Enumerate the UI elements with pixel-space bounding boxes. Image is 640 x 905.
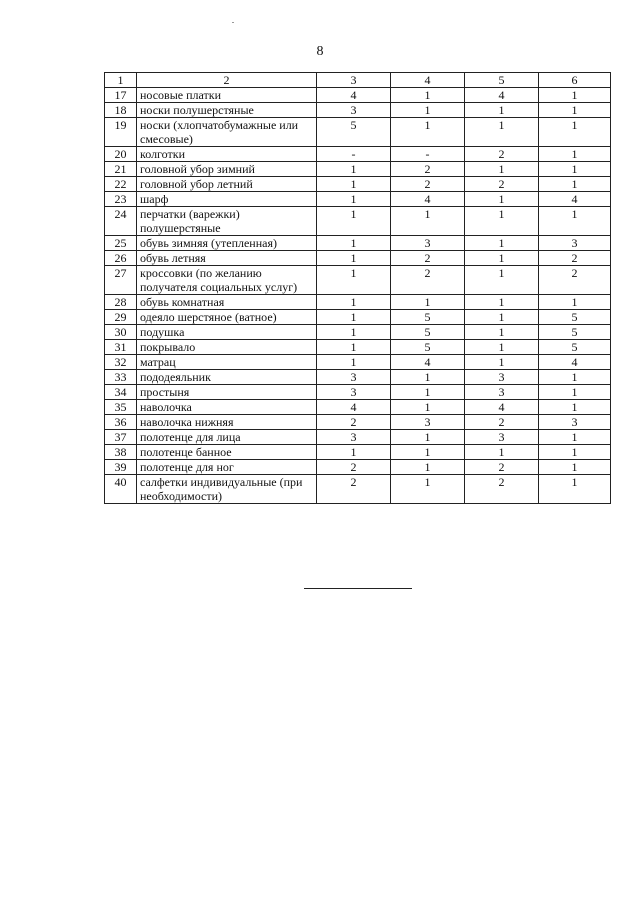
value-cell: -: [391, 147, 465, 162]
value-cell: 4: [317, 400, 391, 415]
value-cell: 1: [317, 207, 391, 236]
value-cell: 1: [465, 103, 539, 118]
header-cell: 2: [137, 73, 317, 88]
value-cell: 1: [391, 460, 465, 475]
row-number-cell: 26: [105, 251, 137, 266]
table-row: [105, 415, 611, 430]
value-cell: 2: [391, 162, 465, 177]
table-row: [105, 118, 611, 147]
row-number-cell: 28: [105, 295, 137, 310]
value-cell: 1: [317, 192, 391, 207]
value-cell: 5: [391, 340, 465, 355]
row-number-cell: 17: [105, 88, 137, 103]
value-cell: 5: [539, 340, 611, 355]
value-cell: 2: [317, 475, 391, 504]
value-cell: 1: [465, 266, 539, 295]
item-name-cell: полотенце банное: [137, 445, 317, 460]
value-cell: 1: [317, 177, 391, 192]
value-cell: 5: [539, 325, 611, 340]
value-cell: 2: [317, 460, 391, 475]
value-cell: 1: [317, 162, 391, 177]
row-number-cell: 24: [105, 207, 137, 236]
value-cell: 2: [391, 251, 465, 266]
row-number-cell: 37: [105, 430, 137, 445]
header-cell: 5: [465, 73, 539, 88]
row-number-cell: 31: [105, 340, 137, 355]
value-cell: 1: [465, 251, 539, 266]
value-cell: 5: [391, 310, 465, 325]
value-cell: 1: [465, 355, 539, 370]
value-cell: 1: [317, 445, 391, 460]
value-cell: 2: [391, 266, 465, 295]
item-name-cell: носки полушерстяные: [137, 103, 317, 118]
value-cell: 1: [539, 460, 611, 475]
row-number-cell: 39: [105, 460, 137, 475]
value-cell: 1: [465, 325, 539, 340]
value-cell: 3: [317, 385, 391, 400]
value-cell: 1: [465, 162, 539, 177]
value-cell: 4: [465, 88, 539, 103]
value-cell: 5: [539, 310, 611, 325]
table-row: [105, 325, 611, 340]
row-number-cell: 23: [105, 192, 137, 207]
table-row: [105, 207, 611, 236]
norms-table: [104, 72, 611, 504]
value-cell: 4: [391, 192, 465, 207]
table-row: [105, 400, 611, 415]
table-row: [105, 162, 611, 177]
end-of-document-line: [304, 588, 412, 589]
item-name-cell: полотенце для ног: [137, 460, 317, 475]
value-cell: 2: [539, 266, 611, 295]
value-cell: 1: [539, 147, 611, 162]
value-cell: 4: [317, 88, 391, 103]
table-row: [105, 147, 611, 162]
table-row: [105, 460, 611, 475]
value-cell: 1: [539, 475, 611, 504]
value-cell: 1: [539, 445, 611, 460]
norms-table-container: [104, 72, 610, 504]
row-number-cell: 25: [105, 236, 137, 251]
row-number-cell: 40: [105, 475, 137, 504]
row-number-cell: 34: [105, 385, 137, 400]
value-cell: 1: [539, 385, 611, 400]
value-cell: 1: [539, 400, 611, 415]
value-cell: 2: [539, 251, 611, 266]
value-cell: 3: [465, 385, 539, 400]
value-cell: 1: [317, 236, 391, 251]
value-cell: 1: [465, 295, 539, 310]
item-name-cell: наволочка нижняя: [137, 415, 317, 430]
item-name-cell: обувь летняя: [137, 251, 317, 266]
row-number-cell: 29: [105, 310, 137, 325]
row-number-cell: 35: [105, 400, 137, 415]
value-cell: 1: [391, 445, 465, 460]
value-cell: 1: [391, 385, 465, 400]
item-name-cell: одеяло шерстяное (ватное): [137, 310, 317, 325]
value-cell: 1: [539, 370, 611, 385]
header-cell: 3: [317, 73, 391, 88]
value-cell: -: [317, 147, 391, 162]
value-cell: 3: [391, 415, 465, 430]
value-cell: 1: [317, 325, 391, 340]
item-name-cell: подушка: [137, 325, 317, 340]
value-cell: 2: [465, 475, 539, 504]
value-cell: 5: [317, 118, 391, 147]
value-cell: 1: [391, 370, 465, 385]
value-cell: 1: [465, 118, 539, 147]
header-cell: 6: [539, 73, 611, 88]
value-cell: 1: [317, 295, 391, 310]
value-cell: 1: [317, 266, 391, 295]
header-cell: 4: [391, 73, 465, 88]
value-cell: 2: [465, 147, 539, 162]
value-cell: 1: [317, 310, 391, 325]
value-cell: 5: [391, 325, 465, 340]
value-cell: 1: [539, 103, 611, 118]
value-cell: 3: [539, 236, 611, 251]
value-cell: 4: [465, 400, 539, 415]
row-number-cell: 38: [105, 445, 137, 460]
value-cell: 3: [317, 103, 391, 118]
value-cell: 2: [465, 460, 539, 475]
value-cell: 1: [465, 445, 539, 460]
value-cell: 1: [391, 88, 465, 103]
value-cell: 1: [465, 236, 539, 251]
table-row: [105, 430, 611, 445]
row-number-cell: 33: [105, 370, 137, 385]
value-cell: 1: [465, 207, 539, 236]
table-row: [105, 251, 611, 266]
value-cell: 3: [465, 430, 539, 445]
table-row: [105, 475, 611, 504]
norms-table-body: [105, 73, 611, 504]
item-name-cell: салфетки индивидуальные (при необходимости): [137, 475, 317, 504]
table-row: [105, 355, 611, 370]
item-name-cell: перчатки (варежки) полушерстяные: [137, 207, 317, 236]
value-cell: 1: [465, 310, 539, 325]
value-cell: 1: [465, 340, 539, 355]
value-cell: 2: [465, 415, 539, 430]
row-number-cell: 18: [105, 103, 137, 118]
item-name-cell: матрац: [137, 355, 317, 370]
value-cell: 1: [391, 400, 465, 415]
value-cell: 3: [317, 370, 391, 385]
value-cell: 1: [391, 430, 465, 445]
table-row: [105, 192, 611, 207]
table-row: [105, 266, 611, 295]
row-number-cell: 27: [105, 266, 137, 295]
table-row: [105, 103, 611, 118]
value-cell: 1: [317, 340, 391, 355]
value-cell: 3: [391, 236, 465, 251]
page-number: 8: [316, 44, 324, 59]
value-cell: 1: [539, 118, 611, 147]
table-row: [105, 385, 611, 400]
table-row: [105, 340, 611, 355]
table-row: [105, 370, 611, 385]
value-cell: 1: [539, 88, 611, 103]
value-cell: 1: [539, 162, 611, 177]
value-cell: 4: [539, 355, 611, 370]
row-number-cell: 30: [105, 325, 137, 340]
value-cell: 1: [391, 103, 465, 118]
item-name-cell: головной убор летний: [137, 177, 317, 192]
value-cell: 3: [539, 415, 611, 430]
value-cell: 3: [465, 370, 539, 385]
value-cell: 2: [465, 177, 539, 192]
row-number-cell: 36: [105, 415, 137, 430]
value-cell: 4: [391, 355, 465, 370]
table-header-row: [105, 73, 611, 88]
item-name-cell: головной убор зимний: [137, 162, 317, 177]
value-cell: 1: [391, 475, 465, 504]
row-number-cell: 20: [105, 147, 137, 162]
value-cell: 1: [539, 295, 611, 310]
item-name-cell: покрывало: [137, 340, 317, 355]
value-cell: 3: [317, 430, 391, 445]
item-name-cell: кроссовки (по желанию получателя социальных услуг): [137, 266, 317, 295]
row-number-cell: 32: [105, 355, 137, 370]
table-row: [105, 88, 611, 103]
item-name-cell: простыня: [137, 385, 317, 400]
value-cell: 1: [539, 430, 611, 445]
item-name-cell: колготки: [137, 147, 317, 162]
header-cell: 1: [105, 73, 137, 88]
table-row: [105, 295, 611, 310]
table-row: [105, 445, 611, 460]
table-row: [105, 177, 611, 192]
value-cell: 1: [317, 251, 391, 266]
value-cell: 1: [391, 207, 465, 236]
value-cell: 2: [391, 177, 465, 192]
item-name-cell: носовые платки: [137, 88, 317, 103]
item-name-cell: пододеяльник: [137, 370, 317, 385]
value-cell: 1: [539, 177, 611, 192]
table-row: [105, 236, 611, 251]
row-number-cell: 19: [105, 118, 137, 147]
row-number-cell: 22: [105, 177, 137, 192]
row-number-cell: 21: [105, 162, 137, 177]
item-name-cell: обувь зимняя (утепленная): [137, 236, 317, 251]
item-name-cell: наволочка: [137, 400, 317, 415]
value-cell: 1: [391, 118, 465, 147]
table-row: [105, 310, 611, 325]
item-name-cell: обувь комнатная: [137, 295, 317, 310]
scan-mark: [232, 22, 234, 23]
item-name-cell: шарф: [137, 192, 317, 207]
value-cell: 1: [391, 295, 465, 310]
value-cell: 4: [539, 192, 611, 207]
value-cell: 1: [539, 207, 611, 236]
value-cell: 2: [317, 415, 391, 430]
item-name-cell: носки (хлопчатобумажные или смесовые): [137, 118, 317, 147]
item-name-cell: полотенце для лица: [137, 430, 317, 445]
value-cell: 1: [317, 355, 391, 370]
value-cell: 1: [465, 192, 539, 207]
